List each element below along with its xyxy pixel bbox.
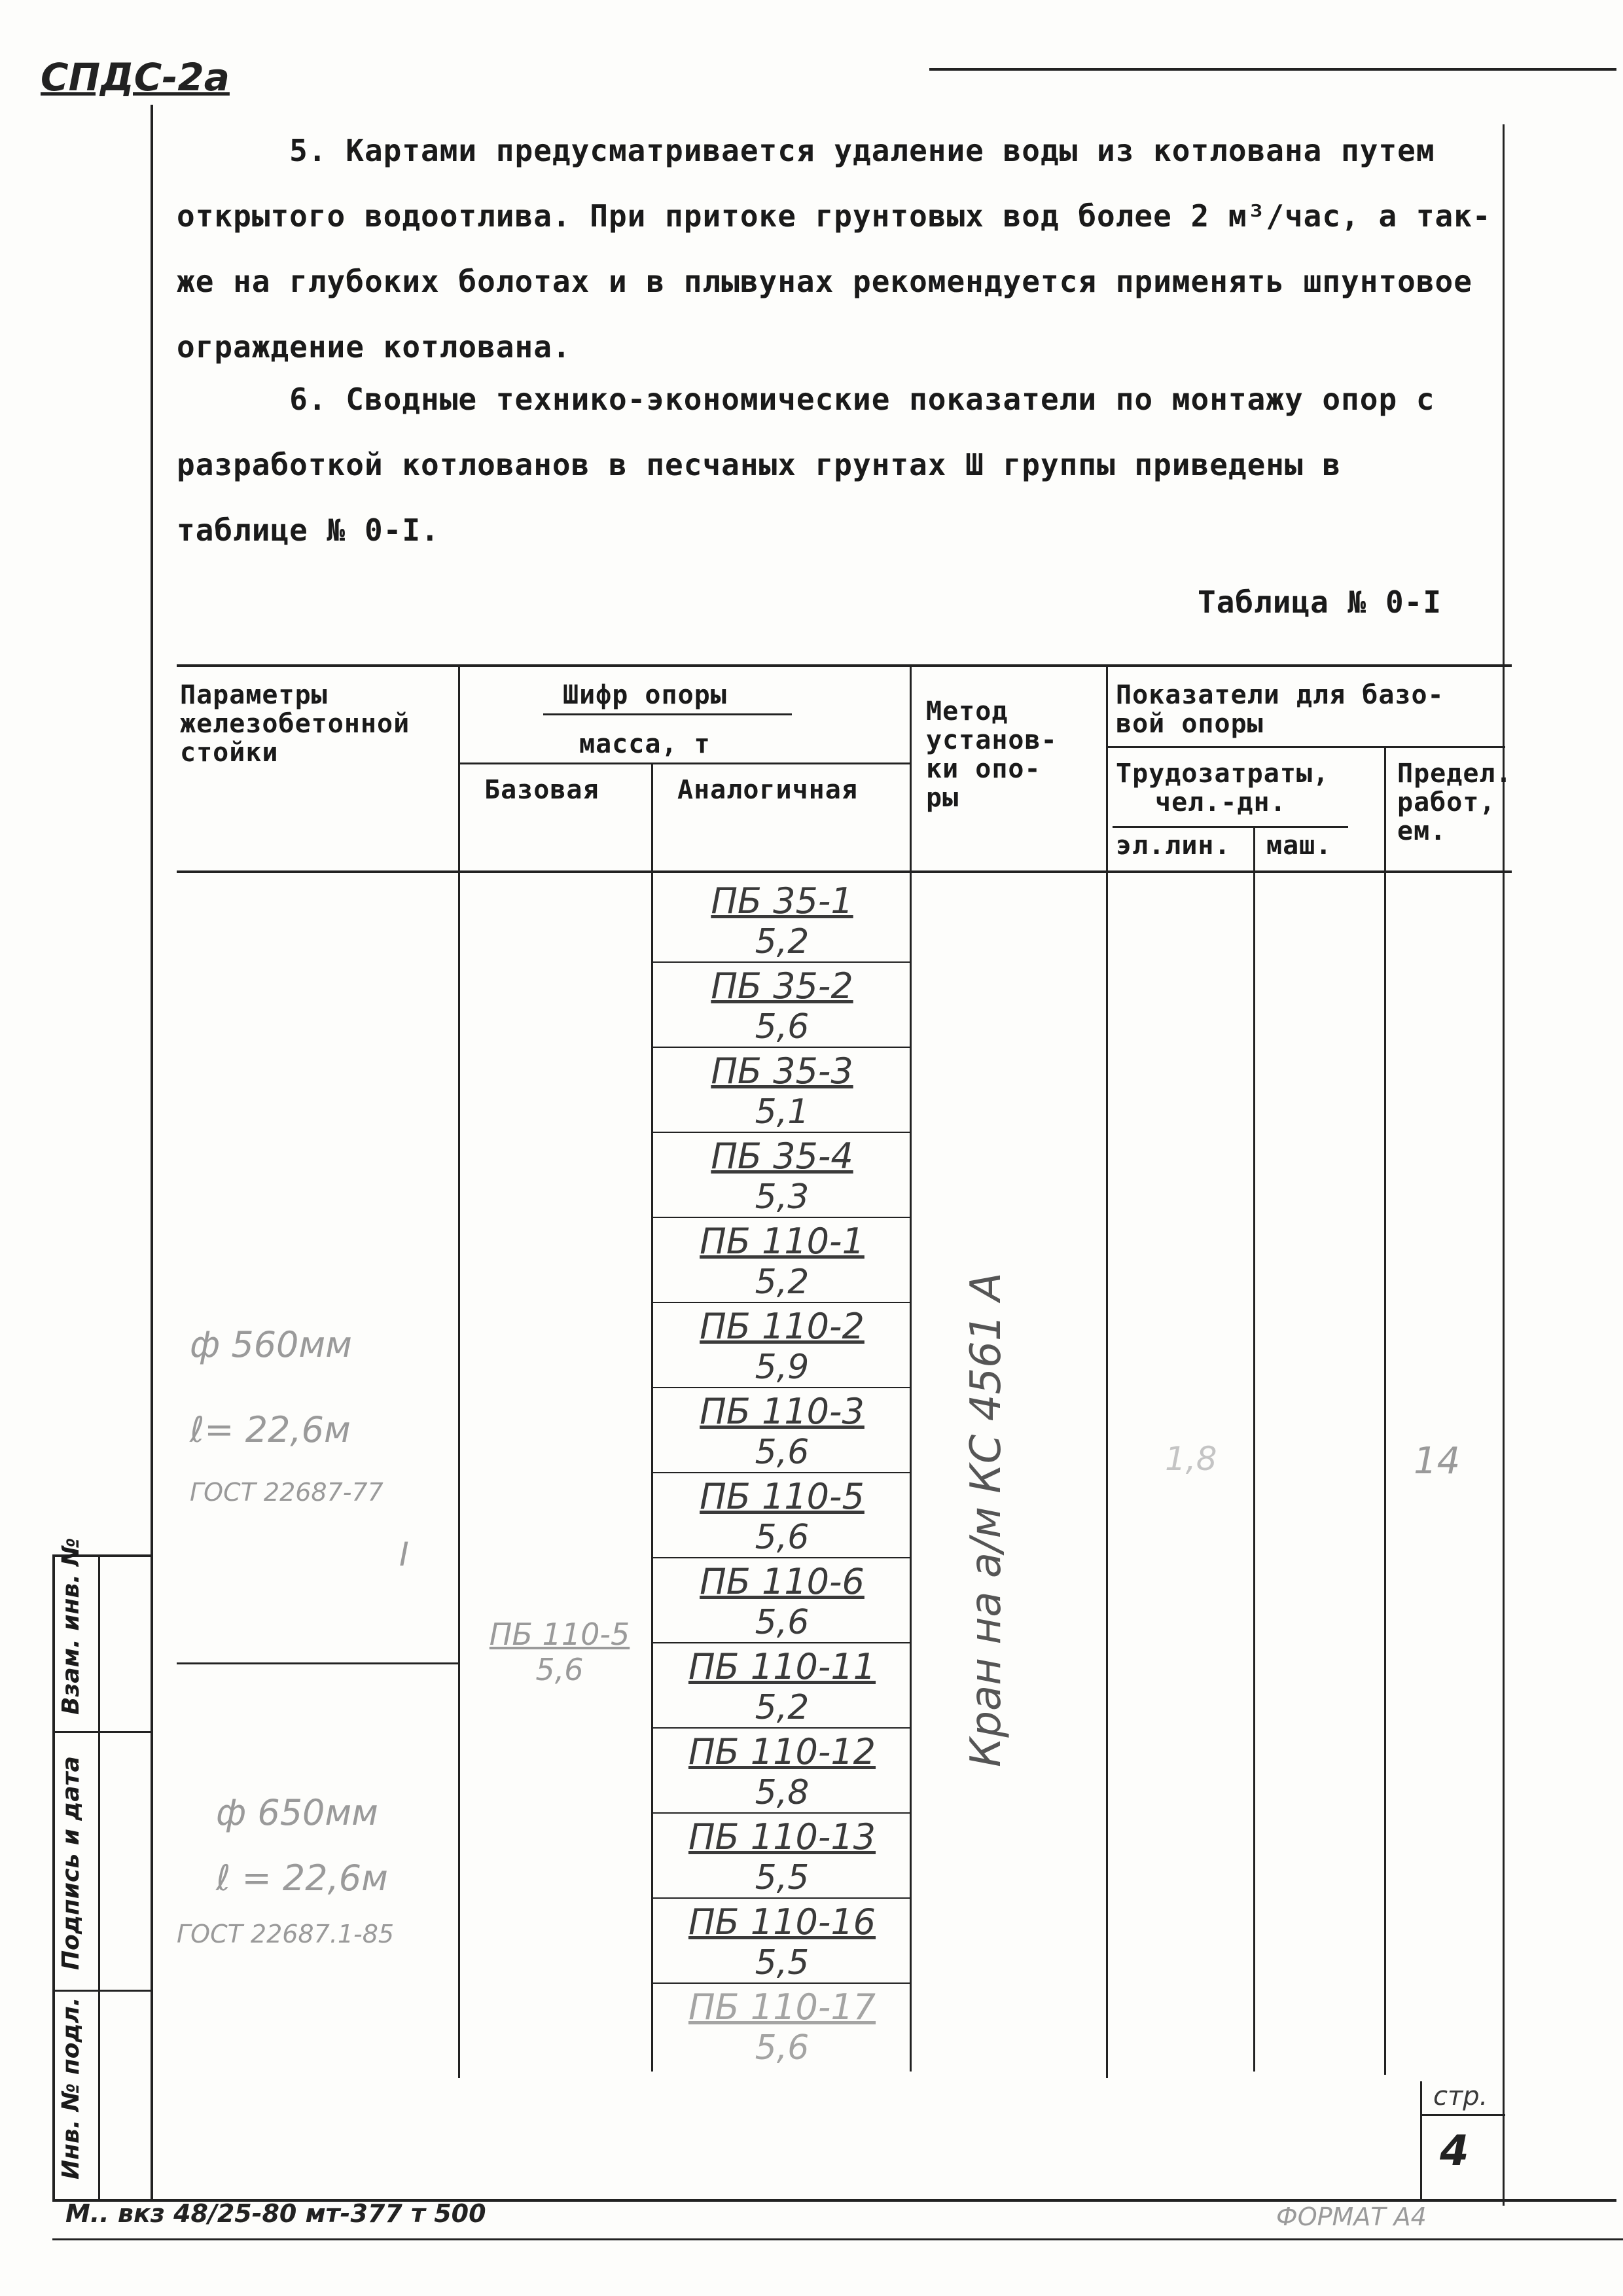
analog-support-cell [654,1731,910,1812]
col-line-1 [458,664,460,2078]
analog-support-cell [654,1901,910,1982]
analog-support-mass: 5,5 [755,1858,810,1897]
analog-support-mass: 5,2 [755,922,810,961]
analog-support-cell [654,880,910,961]
analog-row-separator [653,1557,910,1558]
page-box-left [1420,2081,1422,2199]
header-params: Параметры железобетонной стойки [180,680,410,768]
table-top-line [177,664,1512,667]
header-labor-el: эл.лин. [1116,831,1231,861]
footer-order-text: М.. вкз 48/25-80 мт-377 т 500 [65,2199,486,2228]
analog-support-code: ПБ 35-1 [711,880,853,922]
text-line: таблице № 0-I. [177,512,440,548]
stamp-field-replace: Взам. инв. № [58,1537,84,1715]
text-line: открытого водоотлива. При притоке грунтовых вод более 2 м³/час, а так- [177,198,1491,234]
analog-support-cell [654,1476,910,1557]
analog-support-code: ПБ 35-4 [711,1136,853,1177]
analog-support-cell [654,1391,910,1472]
analog-support-code: ПБ 110-1 [700,1221,865,1262]
analog-support-mass: 5,2 [755,1688,810,1727]
header-indicators: Показатели для базо- вой опоры [1116,680,1444,739]
analog-row-separator [653,1302,910,1303]
indicators-underline [1106,746,1505,748]
analog-row-separator [653,1472,910,1473]
stamp-field-inventory: Инв. № подл. [58,1997,84,2179]
analog-row-separator [653,1727,910,1729]
col-line-2 [651,762,653,2072]
analog-support-cell [654,965,910,1047]
header-analog: Аналогичная [677,775,858,805]
analog-support-code: ПБ 110-5 [700,1476,865,1517]
stamp-left [52,1554,55,2199]
group1-params: ф 560мм ℓ= 22,6м ГОСТ 22687-77 Ⅰ [190,1324,409,1573]
analog-support-mass: 5,6 [755,1007,810,1047]
analog-support-cell [654,1306,910,1387]
labor-underline [1113,826,1348,828]
stamp-field-signature: Подпись и дата [58,1756,84,1970]
stamp-div-2 [52,1990,151,1992]
analog-support-cell [654,1646,910,1727]
col-line-6 [1384,746,1386,2075]
analog-support-code: ПБ 110-13 [688,1816,876,1857]
page-box-divider [1420,2114,1505,2116]
group2-params: ф 650мм ℓ = 22,6м ГОСТ 22687.1-85 [177,1792,395,1948]
mass-underline [458,762,910,764]
analog-row-separator [653,1132,910,1133]
base-support: ПБ 110-5 5,6 [489,1617,630,1687]
analog-support-code: ПБ 110-17 [688,1986,876,2028]
header-base: Базовая [484,775,599,805]
analog-support-cell [654,1136,910,1217]
analog-support-mass: 5,6 [755,1603,810,1642]
analog-support-code: ПБ 110-12 [688,1731,876,1772]
analog-support-cell [654,1050,910,1132]
header-labor: Трудозатраты, чел.-дн. [1116,759,1330,817]
analog-support-mass: 5,2 [755,1263,810,1302]
table-header-bottom [177,870,1512,873]
analog-support-cell [654,1561,910,1642]
frame-left [151,105,153,2199]
analog-row-separator [653,961,910,963]
cipher-underline [543,713,792,715]
limit-value: 14 [1414,1440,1461,1482]
analog-support-code: ПБ 110-6 [700,1561,865,1602]
stamp-mid [98,1554,100,2199]
page-number: 4 [1440,2127,1469,2176]
analog-support-cell [654,1986,910,2068]
analog-support-mass: 5,8 [755,1773,810,1812]
analog-support-mass: 5,6 [755,1433,810,1472]
header-labor-mash: маш. [1266,831,1332,861]
analog-support-code: ПБ 35-3 [711,1050,853,1092]
analog-support-code: ПБ 110-11 [688,1646,876,1687]
header-cipher: Шифр опоры [563,680,727,710]
col-line-3 [910,664,912,2072]
header-mass: масса, т [579,729,711,759]
analog-support-mass: 5,1 [755,1092,810,1132]
analog-row-separator [653,1217,910,1218]
text-line: же на глубоких болотах и в плывунах рекомендуется применять шпунтовое [177,264,1472,299]
corner-label: СПДС-2а [41,55,230,99]
text-line: ограждение котлована. [177,329,571,365]
frame-bottom-2 [52,2238,1623,2240]
text-line: разработкой котлованов в песчаных грунтах Ш группы приведены в [177,447,1342,482]
labor-value: 1,8 [1165,1440,1217,1478]
analog-support-cell [654,1221,910,1302]
paragraph-5 [177,118,1505,380]
header-limit: Предел. работ, ем. [1397,759,1512,846]
analog-support-code: ПБ 110-16 [688,1901,876,1943]
analog-row-separator [653,1897,910,1899]
text-line: 6. Сводные технико-экономические показатели по монтажу опор с [177,382,1435,417]
method-value: Кран на а/м КС 4561 А [962,1272,1010,1767]
analog-support-mass: 5,5 [755,1943,810,1982]
page-label: стр. [1433,2081,1488,2111]
header-method: Метод установ- ки опо- ры [926,696,1058,813]
frame-top [929,68,1616,71]
text-line: 5. Картами предусматривается удаление воды из котлована путем [177,133,1435,168]
col-line-5 [1253,828,1255,2072]
analog-support-code: ПБ 110-2 [700,1306,865,1347]
analog-row-separator [653,1642,910,1643]
analog-row-separator [653,1812,910,1814]
stamp-div-1 [52,1731,151,1733]
analog-row-separator [653,1047,910,1048]
analog-support-mass: 5,6 [755,2028,810,2068]
analog-support-mass: 5,9 [755,1348,810,1387]
table-caption: Таблица № 0-I [1198,584,1442,620]
analog-support-mass: 5,3 [755,1177,810,1217]
analog-row-separator [653,1387,910,1388]
col-line-4 [1106,664,1108,2078]
analog-support-code: ПБ 110-3 [700,1391,865,1432]
analog-support-mass: 5,6 [755,1518,810,1557]
analog-support-cell [654,1816,910,1897]
footer-format: ФОРМАТ А4 [1276,2202,1427,2231]
paragraph-6 [177,367,1505,563]
analog-row-separator [653,1982,910,1984]
group-separator [177,1662,458,1664]
analog-support-code: ПБ 35-2 [711,965,853,1007]
